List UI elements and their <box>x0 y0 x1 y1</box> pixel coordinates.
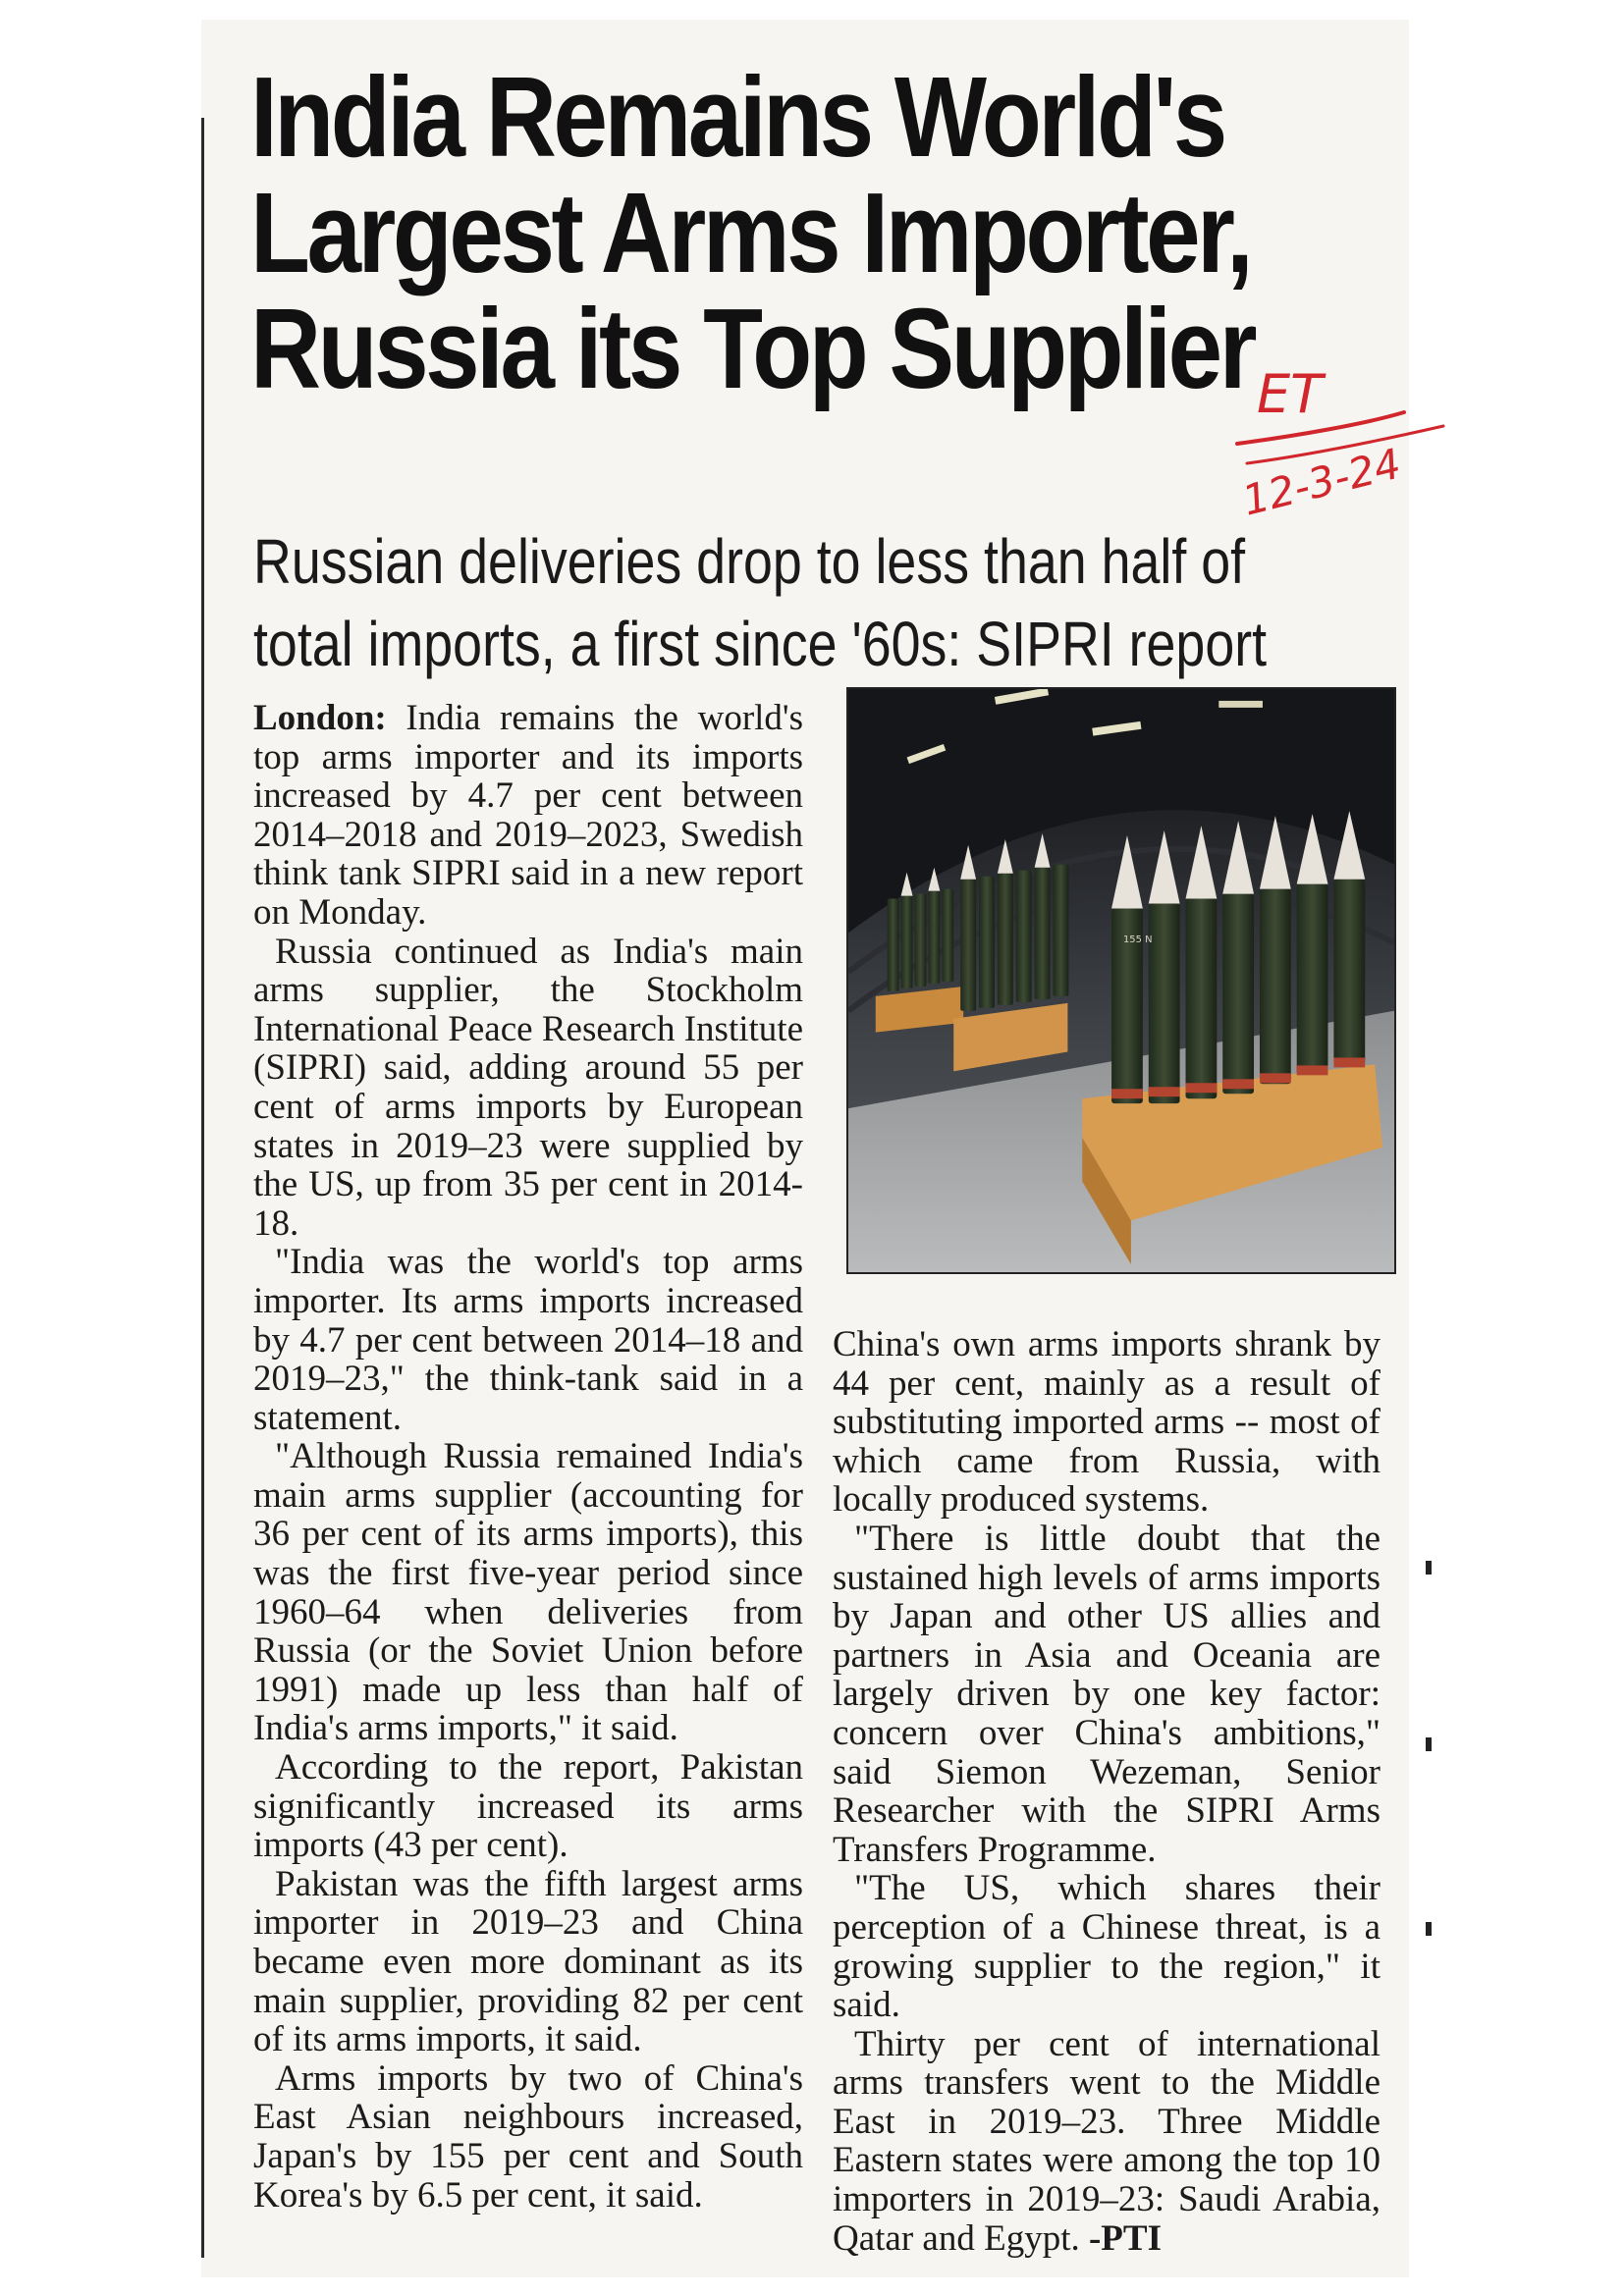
dateline: London: <box>253 698 387 738</box>
shell-marking: 155 N <box>1122 934 1153 946</box>
article-column-2 <box>833 1325 1380 2258</box>
margin-mark <box>1426 1561 1432 1575</box>
article-paragraph-10: "The US, which shares their perception of a Chinese threat, is a growing supplier to the region," it said. <box>833 1868 1380 2026</box>
paragraph-1-text: India remains the world's top arms importer and its imports increased by 4.7 per cent between 2014–2018 and 2019–2023, Swedish think tank SIPRI said in a new report on Monday. <box>253 698 803 933</box>
article-paragraph-3: "India was the world's top arms importer. Its arms imports increased by 4.7 per cent between 2014–18 and 2019–23," the think-tank said in a statement. <box>253 1242 803 1438</box>
article-paragraph-6: Pakistan was the fifth largest arms importer in 2019–23 and China became even more dominant as its main supplier, providing 82 per cent of its arms imports, it said. <box>253 1863 803 2060</box>
article-paragraph-4: "Although Russia remained India's main arms supplier (accounting for 36 per cent of its arms imports), this was the first five-year period since 1960–64 when deliveries from Russia (or the Soviet Union before 1991) made up less than half of India's arms imports," it said. <box>253 1436 803 1749</box>
handwritten-annotation-drawing <box>1237 353 1463 525</box>
column-rule <box>201 118 204 2258</box>
photo-illustration <box>848 689 1394 1272</box>
article-paragraph-11 <box>833 2025 1380 2259</box>
article-paragraph <box>253 699 803 933</box>
annotation-source: ET <box>1257 363 1324 425</box>
article-paragraph-2: Russia continued as India's main arms supplier, the Stockholm International Peace Research Institute (SIPRI) said, adding around 55 per cent of arms imports by European states in 2019–23 were supplied by the US, up from 35 per cent in 2014-18. <box>253 931 803 1244</box>
article-paragraph-9: "There is little doubt that the sustained high levels of arms imports by Japan and other US allies and partners in Asia and Oceania are largely driven by one key factor: concern over China's ambitions," said Siemon Wezeman, Senior Researcher with the SIPRI Arms Transfers Programme. <box>833 1518 1380 1870</box>
artillery-shells-photo <box>846 687 1396 1274</box>
paragraph-11-text: Thirty per cent of international arms transfers went to the Middle East in 2019–23. Three Middle Eastern states were among the top 10 importers in 2019–23: Saudi Arabia, Qatar and Egypt. <box>833 2023 1380 2259</box>
agency-signature: -PTI <box>1088 2217 1162 2259</box>
article-column-1 <box>253 699 803 2215</box>
headline-line-1: India Remains World's <box>250 53 1224 181</box>
margin-mark <box>1426 1737 1432 1751</box>
margin-mark <box>1426 1922 1432 1936</box>
subheadline <box>253 520 1268 685</box>
headline-line-3: Russia its Top Supplier <box>250 285 1255 412</box>
handwritten-annotation <box>1237 353 1463 525</box>
article-paragraph-5: According to the report, Pakistan significantly increased its arms imports (43 per cent). <box>253 1747 803 1866</box>
subheadline-line-2: total imports, a first since '60s: SIPRI report <box>253 609 1268 679</box>
annotation-date: 12-3-24 <box>1237 439 1406 525</box>
subheadline-line-1: Russian deliveries drop to less than half of <box>253 526 1246 597</box>
headline <box>250 53 1255 412</box>
article-paragraph-7: Arms imports by two of China's East Asian neighbours increased, Japan's by 155 per cent and South Korea's by 6.5 per cent, it said. <box>253 2057 803 2216</box>
headline-line-2: Largest Arms Importer, <box>250 169 1251 296</box>
article-paragraph-8: China's own arms imports shrank by 44 per cent, mainly as a result of substituting imported arms -- most of which came from Russia, with locally produced systems. <box>833 1324 1380 1521</box>
